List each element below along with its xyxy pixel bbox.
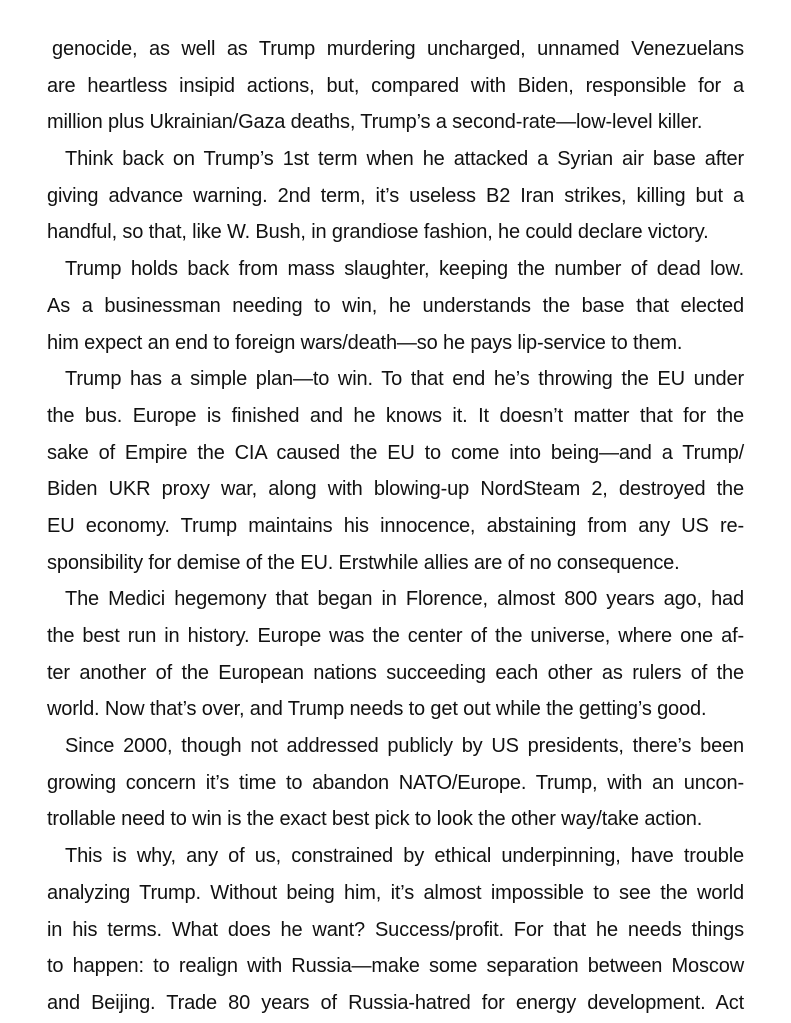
- text-line: sponsibility for demise of the EU. Erstwhile allies are of no consequence.: [47, 551, 680, 574]
- text-line: ter another of the European nations succeeding each other as rulers of the: [47, 661, 744, 684]
- text-line: sake of Empire the CIA caused the EU to come into being—and a Trump/: [47, 441, 744, 464]
- text-line: Biden UKR proxy war, along with blowing-up NordSteam 2, destroyed the: [47, 478, 744, 501]
- text-line: Trump has a simple plan—to win. To that end he’s throwing the EU under: [65, 368, 744, 391]
- paragraph-analyzing-trump: [47, 838, 744, 1021]
- text-line: the bus. Europe is finished and he knows it. It doesn’t matter that for the: [47, 404, 744, 427]
- text-line: Since 2000, though not addressed publicly by US presidents, there’s been: [65, 735, 744, 758]
- text-line: EU economy. Trump maintains his innocence, abstaining from any US re-: [47, 514, 744, 537]
- text-line: him expect an end to foreign wars/death—so he pays lip-service to them.: [47, 331, 683, 354]
- text-line: genocide, as well as Trump murdering uncharged, unnamed Venezuelans: [52, 38, 744, 60]
- paragraph-syrian-strike: [47, 141, 744, 251]
- paragraph-medici: [47, 581, 744, 728]
- document-page: [47, 31, 744, 1022]
- text-line: million plus Ukrainian/Gaza deaths, Trump’s a second-rate—low-level killer.: [47, 111, 703, 134]
- text-line: Think back on Trump’s 1st term when he attacked a Syrian air base after: [65, 148, 744, 171]
- text-line: This is why, any of us, constrained by ethical underpinning, have trouble: [65, 845, 744, 868]
- text-line: As a businessman needing to win, he understands the base that elected: [47, 294, 744, 317]
- paragraph-mass-slaughter: [47, 251, 744, 361]
- text-line: to happen: to realign with Russia—make some separation between Moscow: [47, 955, 744, 978]
- text-line: the best run in history. Europe was the center of the universe, where one af-: [47, 625, 744, 647]
- text-line: growing concern it’s time to abandon NATO/Europe. Trump, with an uncon-: [47, 771, 744, 794]
- paragraph-continued: [47, 31, 744, 141]
- text-line: Trump holds back from mass slaughter, keeping the number of dead low.: [65, 258, 744, 281]
- paragraph-since-2000: [47, 728, 744, 838]
- text-line: analyzing Trump. Without being him, it’s almost impossible to see the world: [47, 881, 744, 904]
- text-line: trollable need to win is the exact best pick to look the other way/take action.: [47, 808, 703, 831]
- text-line: are heartless insipid actions, but, compared with Biden, responsible for a: [47, 74, 744, 97]
- paragraph-simple-plan: [47, 361, 744, 581]
- text-line: and Beijing. Trade 80 years of Russia-hatred for energy development. Act: [47, 991, 744, 1014]
- text-line: handful, so that, like W. Bush, in grandiose fashion, he could declare victory.: [47, 221, 709, 244]
- text-line: The Medici hegemony that began in Florence, almost 800 years ago, had: [65, 588, 744, 611]
- text-line: world. Now that’s over, and Trump needs to get out while the getting’s good.: [47, 698, 707, 721]
- text-line: in his terms. What does he want? Success/profit. For that he needs things: [47, 918, 744, 941]
- text-line: giving advance warning. 2nd term, it’s useless B2 Iran strikes, killing but a: [47, 184, 744, 207]
